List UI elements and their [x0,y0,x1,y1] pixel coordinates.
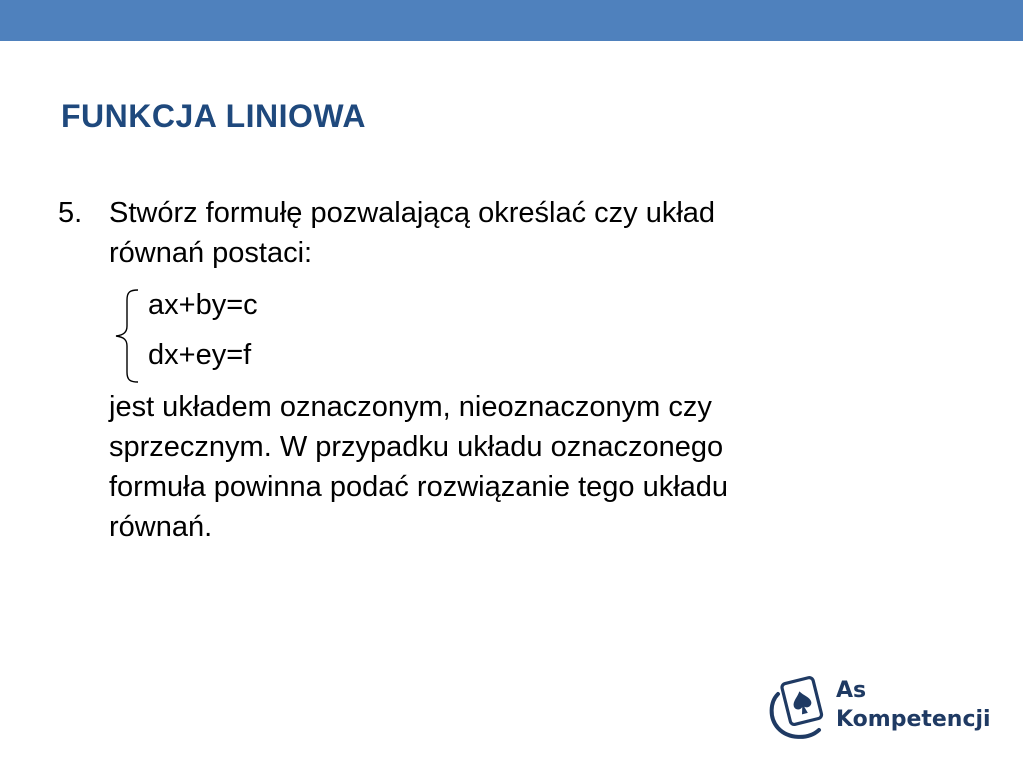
equation-1: ax+by=c [148,289,258,321]
task-text-line: Stwórz formułę pozwalającą określać czy układ [109,197,716,229]
top-accent-bar [0,0,1023,41]
logo-text [836,676,991,734]
left-brace-icon [112,288,142,384]
task-description [109,387,728,547]
task-text-line: równań postaci: [109,237,313,269]
description-line: formuła powinna podać rozwiązanie tego układu [109,471,729,503]
description-line: równań. [109,511,213,543]
list-item-number: 5. [58,197,83,229]
description-line: jest układem oznaczonym, nieoznaczonym czy [109,391,712,423]
logo-text-line: Kompetencji [836,707,991,732]
equation-2: dx+ey=f [148,339,252,371]
logo-text-line: As [836,678,867,703]
spade-card-icon [766,672,830,742]
description-line: sprzecznym. W przypadku układu oznaczonego [109,431,724,463]
as-kompetencji-logo [766,672,996,742]
slide-title: FUNKCJA LINIOWA [61,98,366,134]
task-text [109,193,715,273]
